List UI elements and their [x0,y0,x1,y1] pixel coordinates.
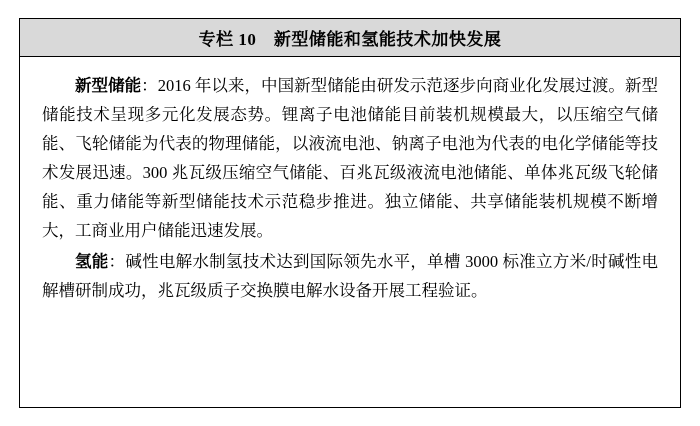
paragraph-text: ：碱性电解水制氢技术达到国际领先水平，单槽 3000 标准立方米/时碱性电解槽研制成功，兆瓦级质子交换膜电解水设备开展工程验证。 [42,252,658,300]
paragraph-lead-label: 氢能 [75,252,109,271]
callout-box [19,18,681,408]
callout-body [20,57,680,317]
paragraph-lead-label: 新型储能 [75,76,142,95]
paragraph-text: ：2016 年以来，中国新型储能由研发示范逐步向商业化发展过渡。新型储能技术呈现多元化发展态势。锂离子电池储能目前装机规模最大，以压缩空气储能、飞轮储能为代表的物理储能，以液流电池、钠离子电池为代表的电化学储能等技术发展迅速。300 兆瓦级压缩空气储能、百兆瓦级液流电池储能、单体兆瓦级飞轮储能、重力储能等新型储能技术示范稳步推进。独立储能、共享储能装机规模不断增大，工商业用户储能迅速发展。 [42,76,659,240]
paragraph-new-energy-storage [42,71,658,245]
callout-header [20,19,680,57]
callout-title: 专栏 10 新型储能和氢能技术加快发展 [198,30,502,49]
paragraph-hydrogen-energy [42,247,658,305]
